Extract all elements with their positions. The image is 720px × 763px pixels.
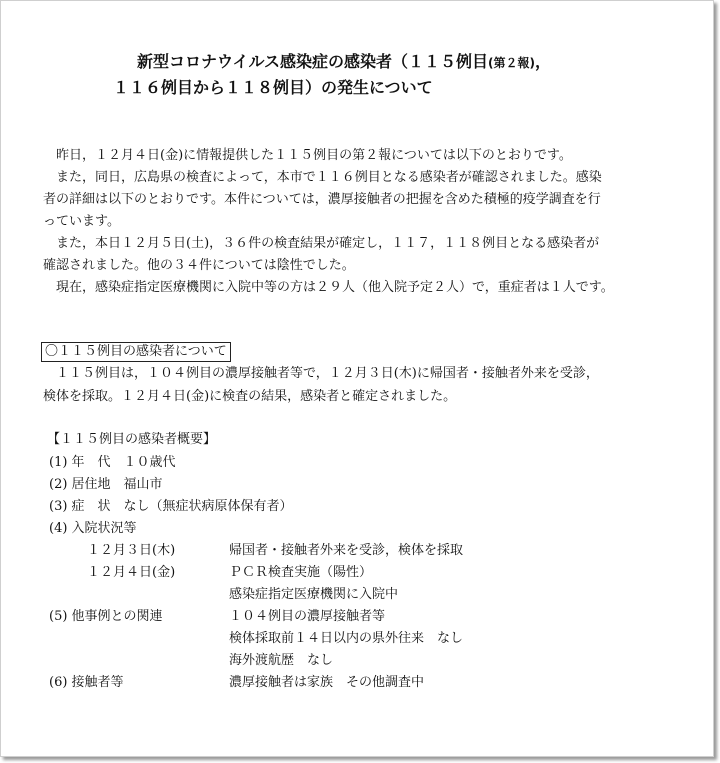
- intro-line: 確認されました。他の３４件については陰性でした。: [43, 258, 355, 273]
- age-label: (1) 年 代 １０歳代: [49, 455, 176, 470]
- intro-line: っています。: [43, 214, 120, 229]
- relation-item: 検体採取前１４日以内の県外往来 なし: [229, 631, 464, 646]
- relation-label: (5) 他事例との関連: [49, 609, 163, 624]
- title-line-2: １１６例目から１１８例目）の発生について: [113, 78, 433, 97]
- timeline-date: １２月４日(金): [87, 565, 176, 580]
- intro-paragraph: [43, 145, 693, 299]
- section-body-line: 検体を採取。１２月４日(金)に検査の結果，感染者と確定されました。: [43, 389, 457, 404]
- intro-line: 昨日，１２月４日(金)に情報提供した１１５例目の第２報については以下のとおりです。: [43, 148, 572, 163]
- relation-item: 海外渡航歴 なし: [229, 653, 334, 668]
- title-line-1-main: 新型コロナウイルス感染症の感染者（１１５例目: [137, 52, 489, 71]
- contacts-label: (6) 接触者等: [49, 675, 124, 690]
- title-line-1: [137, 49, 551, 76]
- section-body-line: １１５例目は，１０４例目の濃厚接触者等で，１２月３日(木)に帰国者・接触者外来を受診，: [43, 366, 599, 381]
- intro-line: 者の詳細は以下のとおりです。本件については，濃厚接触者の把握を含めた積極的疫学調査を行: [43, 192, 601, 207]
- timeline-event: 感染症指定医療機関に入院中: [229, 587, 399, 602]
- section-heading-115: 〇１１５例目の感染者について: [41, 342, 231, 362]
- summary-title: 【１１５例目の感染者概要】: [47, 432, 217, 447]
- timeline-event: 帰国者・接触者外来を受診，検体を採取: [229, 543, 464, 558]
- symptom-label: (3) 症 状 なし（無症状病原体保有者）: [49, 499, 293, 514]
- timeline-event: ＰＣＲ検査実施（陽性）: [229, 565, 373, 580]
- title-line-1-note: (第２報): [488, 56, 536, 70]
- relation-item: １０４例目の濃厚接触者等: [229, 609, 386, 624]
- section-body-115: [43, 362, 599, 408]
- intro-line: また，本日１２月５日(土)，３６件の検査結果が確定し，１１７，１１８例目となる感染者が: [43, 236, 600, 251]
- title-line-1-end: ，: [535, 52, 552, 71]
- intro-line: 現在，感染症指定医療機関に入院中等の方は２９人（他入院予定２人）で，重症者は１人です。: [43, 280, 614, 295]
- timeline-date: １２月３日(木): [87, 543, 176, 558]
- residence-label: (2) 居住地 福山市: [49, 477, 163, 492]
- contacts-value: 濃厚接触者は家族 その他調査中: [229, 675, 425, 690]
- hospital-label: (4) 入院状況等: [49, 521, 137, 536]
- intro-line: また，同日，広島県の検査によって，本市で１１６例目となる感染者が確認されました。感染: [43, 170, 602, 185]
